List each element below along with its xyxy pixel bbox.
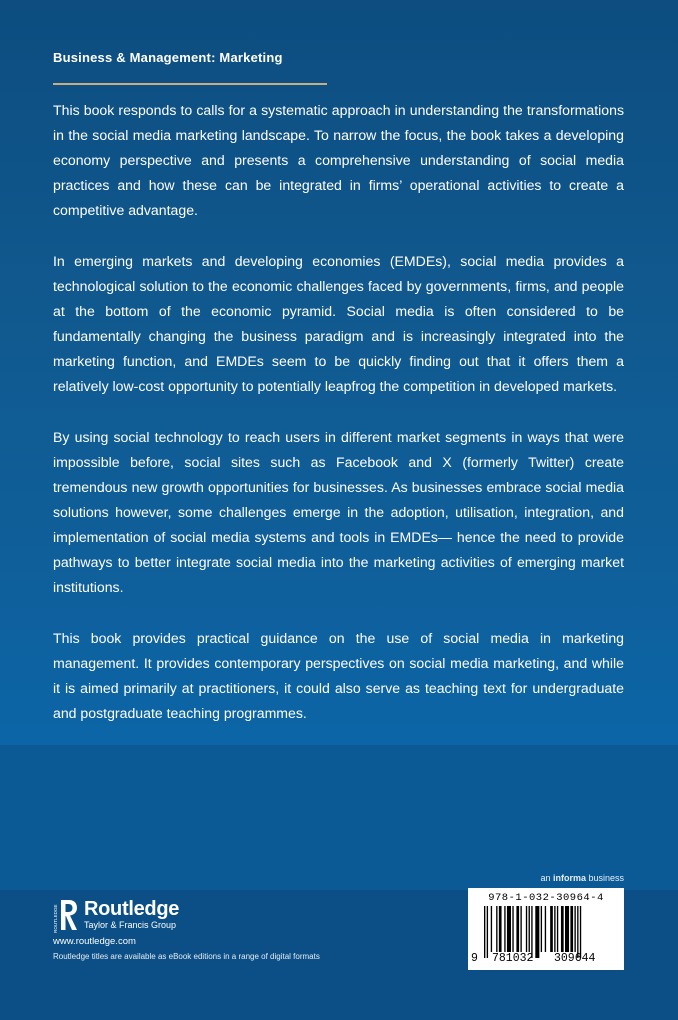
publisher-url[interactable]: www.routledge.com (53, 936, 136, 947)
barcode-bar (507, 906, 511, 952)
blurb-paragraph-3: By using social technology to reach users in different market segments in ways that were impossible before, social sites such as Facebook and X (formerly Twitter) create tremendous new growth opportunities for businesses. As businesses embrace social media solutions however, some challenges emerge in the adoption, utilisation, integration, and implementation of social media systems and tools in EMDEs— hence the need to provide pathways to better integrate social media into the marketing activities of emerging market institutions. (53, 429, 624, 595)
barcode-bar (580, 906, 581, 958)
blurb-paragraph-1: This book responds to calls for a systematic approach in understanding the transformations in the social media marketing landscape. To narrow the focus, the book takes a developing economy perspective and presents a comprehensive understanding of social media practices and how these can be integrated in firms’ operational activities to create a competitive advantage. (53, 102, 624, 218)
barcode-bar (504, 906, 505, 952)
routledge-r-logo-icon (53, 896, 79, 934)
informa-prefix: an (540, 873, 553, 883)
barcode-bar (491, 906, 492, 952)
footer-band-light (0, 745, 678, 890)
publisher-side-text: ROUTLEDGE (53, 904, 58, 933)
barcode-bar (531, 906, 532, 958)
blurb-paragraph-4: This book provides practical guidance on the use of social media in marketing management. It provides contemporary perspectives on social media marketing, and while it is aimed primarily at practitioners, it could also serve as teaching text for undergraduate and postgraduate teaching programmes. (53, 630, 624, 721)
blurb (53, 98, 624, 752)
ebook-note: Routledge titles are available as eBook editions in a range of digital formats (53, 952, 320, 961)
barcode-bar (526, 906, 527, 952)
ean-right-digits: 309644 (554, 952, 596, 965)
barcode-bar (574, 906, 575, 952)
barcode-bar (545, 906, 546, 952)
barcode-bar (535, 906, 539, 958)
blurb-paragraph-2: In emerging markets and developing economies (EMDEs), social media provides a technological solution to the economic challenges faced by governments, firms, and people at the bottom of the economic pyramid. Social media is often considered to be fundamentally changing the business paradigm and is increasingly integrated into the marketing function, and EMDEs seem to be quickly finding out that it offers them a relatively low-cost opportunity to potentially leapfrog the competition in developed markets. (53, 253, 624, 394)
publisher-group: Taylor & Francis Group (84, 920, 177, 930)
barcode-bar (499, 906, 502, 952)
publisher-name: Routledge (84, 898, 180, 920)
category-rule (53, 83, 327, 85)
barcode-bar (565, 906, 569, 952)
informa-tagline (540, 873, 624, 883)
barcode-bar (496, 906, 497, 952)
barcode-bar (520, 906, 521, 952)
barcode-bar (570, 906, 573, 952)
informa-bold: informa (552, 873, 586, 883)
barcode-bar (512, 906, 513, 952)
ean-left-digits: 781032 (492, 952, 534, 965)
publisher-block (53, 896, 413, 961)
publisher-names (84, 899, 179, 931)
publisher-logo-row (53, 896, 413, 934)
barcode-bar (516, 906, 519, 952)
barcode-bar (550, 906, 553, 952)
barcode-bar (487, 906, 488, 958)
category-label: Business & Management: Marketing (53, 50, 283, 65)
barcode-box (468, 888, 624, 970)
informa-suffix: business (585, 873, 624, 883)
barcode-bar (541, 906, 542, 952)
barcode-bar (561, 906, 564, 952)
ean-first-digit: 9 (471, 952, 478, 965)
barcode-bar (484, 906, 485, 958)
isbn-text: 978-1-032-30964-4 (488, 892, 604, 904)
barcode-bar (529, 906, 530, 952)
barcode-bar (557, 906, 558, 952)
barcode-bar (554, 906, 555, 952)
barcode-bar (577, 906, 578, 958)
